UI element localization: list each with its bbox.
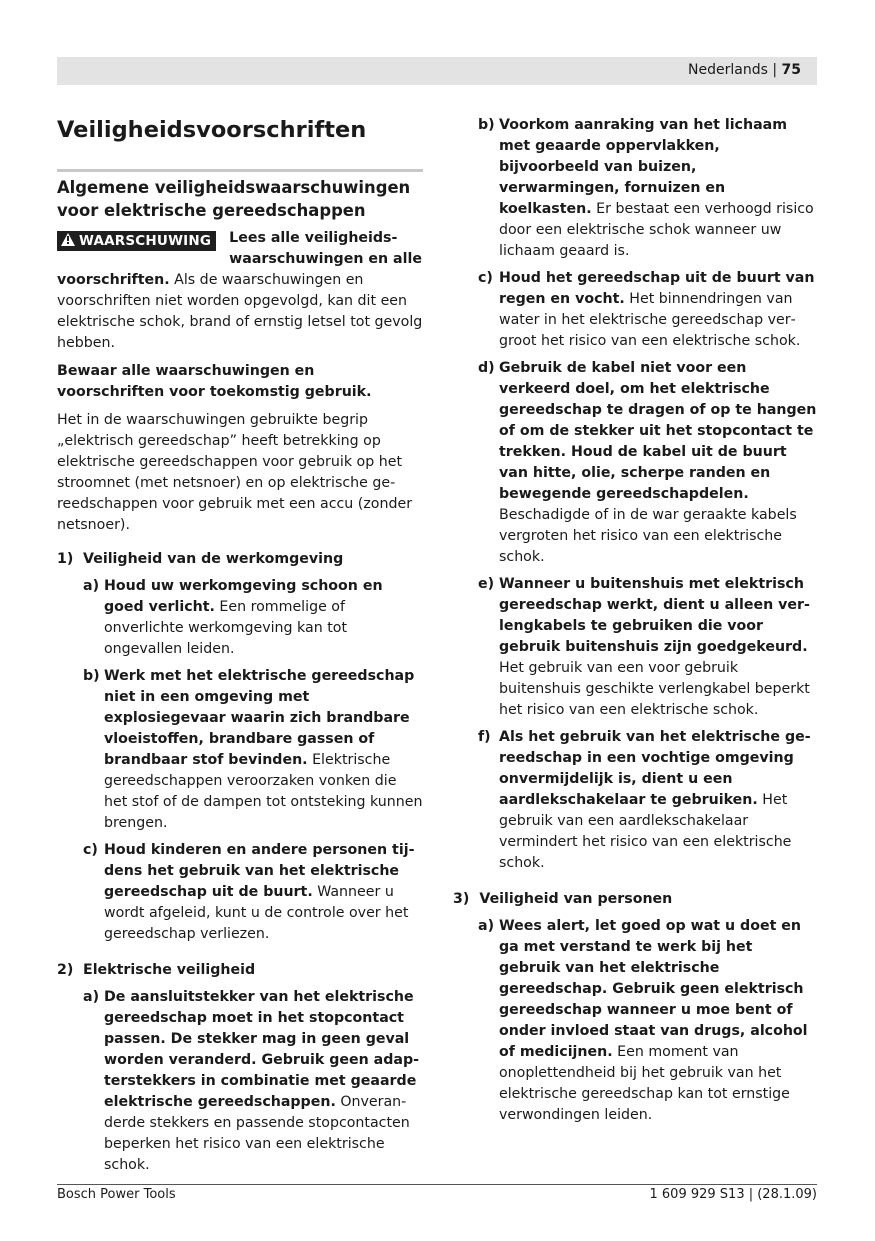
item-bold: Werk met het elektrische gereedschap niet in een omgeving met explosiegevaar waarin zich brandbare vloeistoffen, brandbare gassen of brandbaar stof bevinden. [104,668,415,768]
item-text: Het gebruik van een aardlekschakelaar vermindert het risico van een elektrische schok. [499,792,792,871]
list-item [57,666,423,834]
item-bold: Als het gebruik van het elektrische gereedschap in een vochtige omgeving onvermijdelijk is, dient u een aardlekschakelaar te gebruiken. [499,729,811,808]
item-letter: b) [83,668,100,684]
warning-badge-label: WAARSCHUWING [79,233,212,249]
section-number: 2) [57,962,74,978]
footer-doc-ref: 1 609 929 S13 | (28.1.09) [649,1187,817,1202]
section-work-area [57,549,423,945]
item-bold: Voorkom aanraking van het lichaam met geaarde oppervlakken, bijvoorbeeld van buizen, verwarmingen, fornuizen en koelkasten. [499,117,788,217]
item-letter: a) [478,918,495,934]
item-letter: f) [478,729,491,745]
item-text: Beschadigde of in de war geraakte kabels vergroten het risico van een elektrische schok. [499,507,797,565]
section-subtitle: Algemene veiligheidswaarschuwingen voor elektrische gereedschappen [57,178,411,220]
item-bold: Houd kinderen en andere personen tijdens het gebruik van het elektrische gereedschap uit de buurt. [104,842,415,900]
right-column [453,115,818,1132]
footer-brand: Bosch Power Tools [57,1187,176,1202]
item-bold: Wanneer u buitenshuis met elektrisch gereedschap werkt, dient u alleen verlengkabels te gebruiken die voor gebruik buitenshuis zijn goedgekeurd. [499,576,810,655]
item-text: Het gebruik van een voor gebruik buitenshuis geschikte verlengkabel beperkt het risico van een elektrische schok. [499,660,810,718]
section-heading [453,889,818,910]
section-heading [57,960,423,981]
section-personal-safety [453,889,818,1126]
item-text: Er bestaat een verhoogd risico door een elektrische schok wanneer uw lichaam geaard is. [499,201,814,259]
item-text: Een rommelige of onverlichte werkomgeving kan tot ongevallen leiden. [104,599,348,657]
general-warning [57,228,423,354]
item-letter: c) [478,270,493,286]
list-item [478,358,818,568]
footer-divider [57,1184,817,1185]
item-letter: c) [83,842,98,858]
warning-bold-text: Lees alle veiligheidswaarschuwingen en alle voorschriften. [57,230,422,288]
page-title: Veiligheidsvoorschriften [57,117,367,143]
list-item [478,268,818,352]
list-item [478,115,818,262]
section-heading [57,549,423,570]
header-language: Nederlands [688,62,768,78]
list-item [57,987,423,1176]
item-bold: Houd uw werkomgeving schoon en goed verlicht. [104,578,383,615]
header-text [688,62,801,78]
page-number: 75 [781,62,801,78]
item-bold: De aansluitstekker van het elektrische gereedschap moet in het stopcontact passen. De stekker mag in geen geval worden veranderd. Gebruik geen adapterstekkers in combinatie met geaarde elektrische gereedschappen. [104,989,420,1110]
item-bold: Wees alert, let goed op wat u doet en ga met verstand te werk bij het gebruik van het elektrische gereedschap. Gebruik geen elektrisch gereedschap wanneer u moe bent of onder invloed staat van drugs, alcohol of medicijnen. [499,918,808,1060]
left-column [57,114,423,1182]
item-text: Elektrische gereedschappen veroorzaken vonken die het stof of de dampen tot ontsteking kunnen brengen. [104,752,423,831]
item-text: Het binnendringen van water in het elektrische gereedschap vergroot het risico van een elektrische schok. [499,291,801,349]
section-number: 3) [453,891,470,907]
item-letter: a) [83,578,100,594]
item-letter: d) [478,360,495,376]
item-letter: b) [478,117,495,133]
warning-text: Als de waarschuwingen en voorschriften niet worden opgevolgd, kan dit een elektrische schok, brand of ernstig letsel tot gevolg hebben. [57,272,423,351]
list-item [478,574,818,721]
section-heading-text: Veiligheid van personen [479,891,673,907]
item-letter: e) [478,576,495,592]
item-text: Wanneer u wordt afgeleid, kunt u de controle over het gereedschap verliezen. [104,884,409,942]
keep-notice: Bewaar alle waarschuwingen en voorschriften voor toekomstig gebruik. [57,363,372,400]
section-number: 1) [57,551,74,567]
item-letter: a) [83,989,100,1005]
item-text: Onveranderde stekkers en passende stopcontacten beperken het risico van een elektrische schok. [104,1094,410,1173]
list-item [57,840,423,945]
page-header [57,57,817,85]
item-bold: Houd het gereedschap uit de buurt van regen en vocht. [499,270,815,307]
title-divider [57,169,423,172]
list-item [57,576,423,660]
definition-paragraph: Het in de waarschuwingen gebruikte begrip „elektrisch gereedschap” heeft betrekking op elektrische gereedschappen voor gebruik op het stroomnet (met netsnoer) en op elektrische gereedschappen voor gebruik met een accu (zonder netsnoer). [57,412,413,533]
section-heading-text: Veiligheid van de werkomgeving [83,551,344,567]
item-bold: Gebruik de kabel niet voor een verkeerd doel, om het elektrische gereedschap te dragen of op te hangen of om de stekker uit het stopcontact te trekken. Houd de kabel uit de buurt van hitte, olie, scherpe randen en bewegende gereedschapdelen. [499,360,817,502]
list-item [478,727,818,874]
header-separator: | [772,62,778,78]
item-text: Een moment van onoplettendheid bij het gebruik van het elektrische gereedschap kan tot ernstige verwondingen leiden. [499,1044,790,1123]
section-heading-text: Elektrische veiligheid [83,962,256,978]
warning-triangle-icon [61,233,75,246]
section-electrical [57,960,423,1176]
list-item [478,916,818,1126]
warning-badge [57,231,216,251]
